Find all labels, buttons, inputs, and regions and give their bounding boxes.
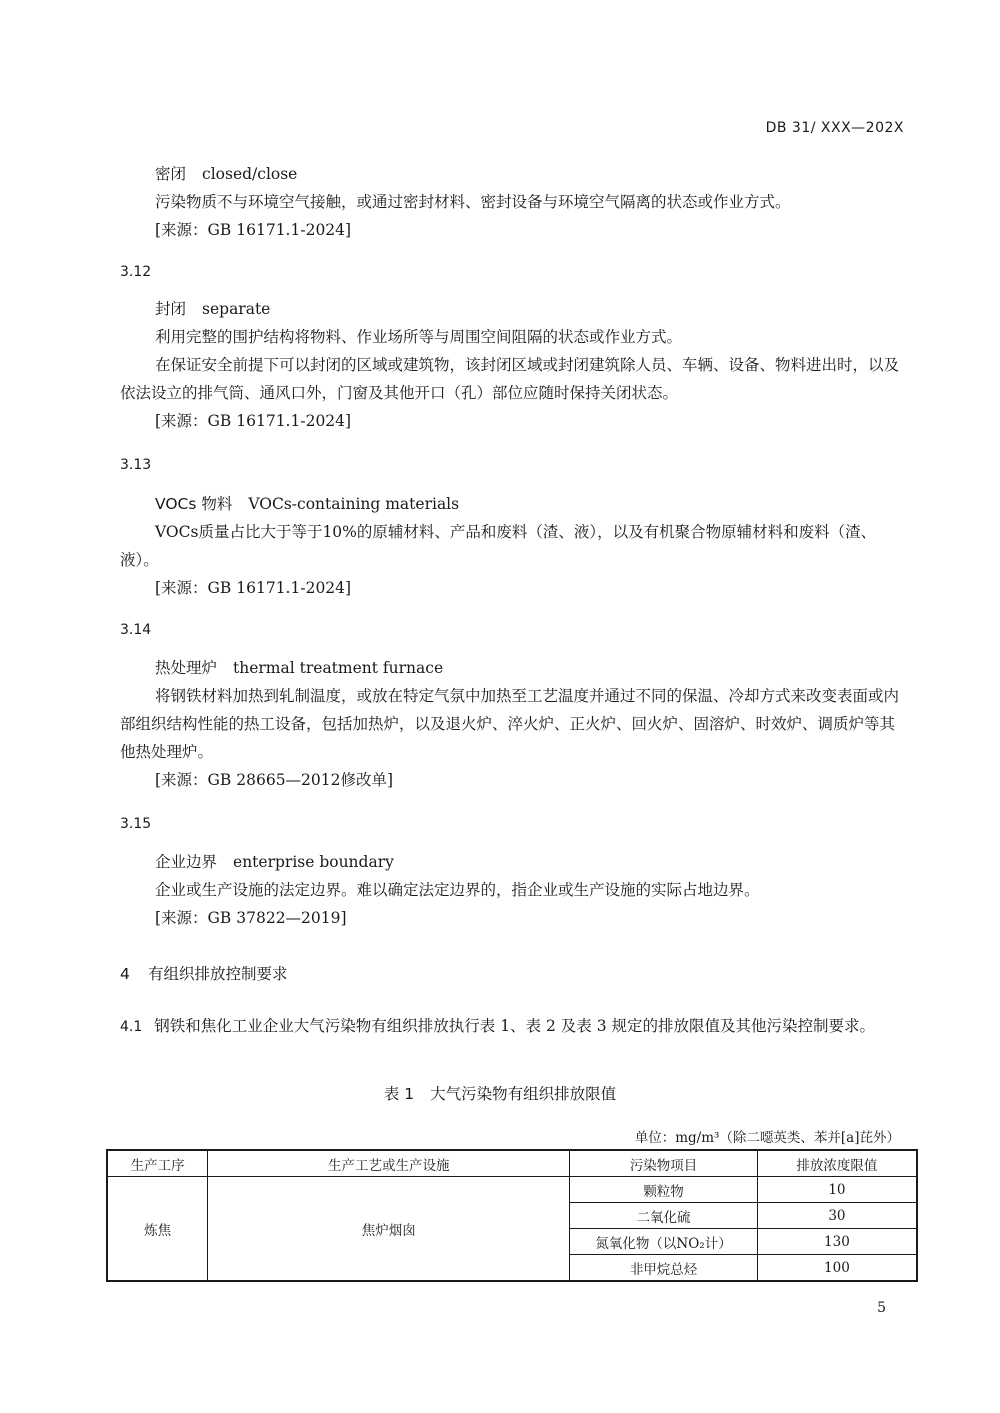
table-caption: 大气污染物有组织排放限值 [430,1085,617,1103]
table-row [107,1177,917,1203]
term-zh: 密闭 [155,165,187,183]
section-title: 有组织排放控制要求 [148,965,288,983]
term-definition: 将钢铁材料加热到轧制温度，或放在特定气氛中加热至工艺温度并通过不同的保温、冷却方式来改变表面或内部组织结构性能的热工设备，包括加热炉，以及退火炉、淬火炉、正火炉、回火炉、固溶炉、时效炉、调质炉等其他热处理炉。 [120,687,900,761]
term-definition: 利用完整的围护结构将物料、作业场所等与周围空间阻隔的状态或作业方式。 [155,328,683,346]
term-separate [120,295,904,435]
header-process: 生产工序 [107,1150,208,1177]
term-en: enterprise boundary [233,853,394,871]
clause-number-3-12: 3.12 [120,264,152,280]
term-en: VOCs-containing materials [248,495,460,513]
term-zh: 企业边界 [155,853,218,871]
clause-number-3-15: 3.15 [120,816,152,832]
term-en: closed/close [202,165,298,183]
term-source: [来源：GB 28665—2012修改单] [155,771,394,789]
term-thermal-furnace [120,654,904,794]
term-source: [来源：GB 16171.1-2024] [155,579,352,597]
term-definition-note: 在保证安全前提下可以封闭的区域或建筑物，该封闭区域或封闭建筑除人员、车辆、设备、物料进出时，以及依法设立的排气筒、通风口外，门窗及其他开口（孔）部位应随时保持关闭状态。 [120,356,900,402]
cell-process: 炼焦 [107,1177,208,1282]
table-title [0,1082,1000,1104]
term-source: [来源：GB 16171.1-2024] [155,221,352,239]
section-number: 4 [120,965,130,983]
clause-4-1 [120,1012,904,1041]
term-source: [来源：GB 37822—2019] [155,909,347,927]
term-definition: 企业或生产设施的法定边界。难以确定法定边界的，指企业或生产设施的实际占地边界。 [155,881,760,899]
table-number: 表 1 [383,1085,415,1103]
clause-text: 钢铁和焦化工业企业大气污染物有组织排放执行表 1、表 2 及表 3 规定的排放限值及其他污染控制要求。 [154,1017,875,1035]
header-limit: 排放浓度限值 [757,1150,917,1177]
page-number: 5 [877,1300,886,1316]
document-code: DB 31/ XXX—202X [765,120,904,136]
term-zh: VOCs 物料 [155,495,233,513]
header-facility: 生产工艺或生产设施 [208,1150,570,1177]
cell-limit: 10 [757,1177,917,1203]
term-vocs-materials [120,490,904,602]
header-pollutant: 污染物项目 [570,1150,758,1177]
term-zh: 封闭 [155,300,187,318]
term-en: thermal treatment furnace [233,659,444,677]
cell-limit: 100 [757,1255,917,1282]
cell-facility: 焦炉烟囱 [208,1177,570,1282]
clause-number-3-14: 3.14 [120,622,152,638]
term-closed [120,160,904,244]
section-heading [120,962,288,984]
term-definition: VOCs质量占比大于等于10%的原辅材料、产品和废料（渣、液），以及有机聚合物原辅材料和废料（渣、液）。 [120,523,877,569]
cell-limit: 30 [757,1203,917,1229]
term-zh: 热处理炉 [155,659,218,677]
clause-number-3-13: 3.13 [120,457,152,473]
emission-limits-table [106,1149,918,1282]
cell-limit: 130 [757,1229,917,1255]
table-unit-note: 单位：mg/m³（除二噁英类、苯并[a]芘外） [634,1130,900,1146]
term-en: separate [202,300,271,318]
cell-pollutant: 非甲烷总烃 [570,1255,758,1282]
cell-pollutant: 二氧化硫 [570,1203,758,1229]
clause-number: 4.1 [120,1019,143,1035]
cell-pollutant: 颗粒物 [570,1177,758,1203]
term-enterprise-boundary [120,848,904,932]
term-definition: 污染物质不与环境空气接触，或通过密封材料、密封设备与环境空气隔离的状态或作业方式。 [155,193,791,211]
table-header-row [107,1150,917,1177]
cell-pollutant: 氮氧化物（以NO₂计） [570,1229,758,1255]
term-source: [来源：GB 16171.1-2024] [155,412,352,430]
